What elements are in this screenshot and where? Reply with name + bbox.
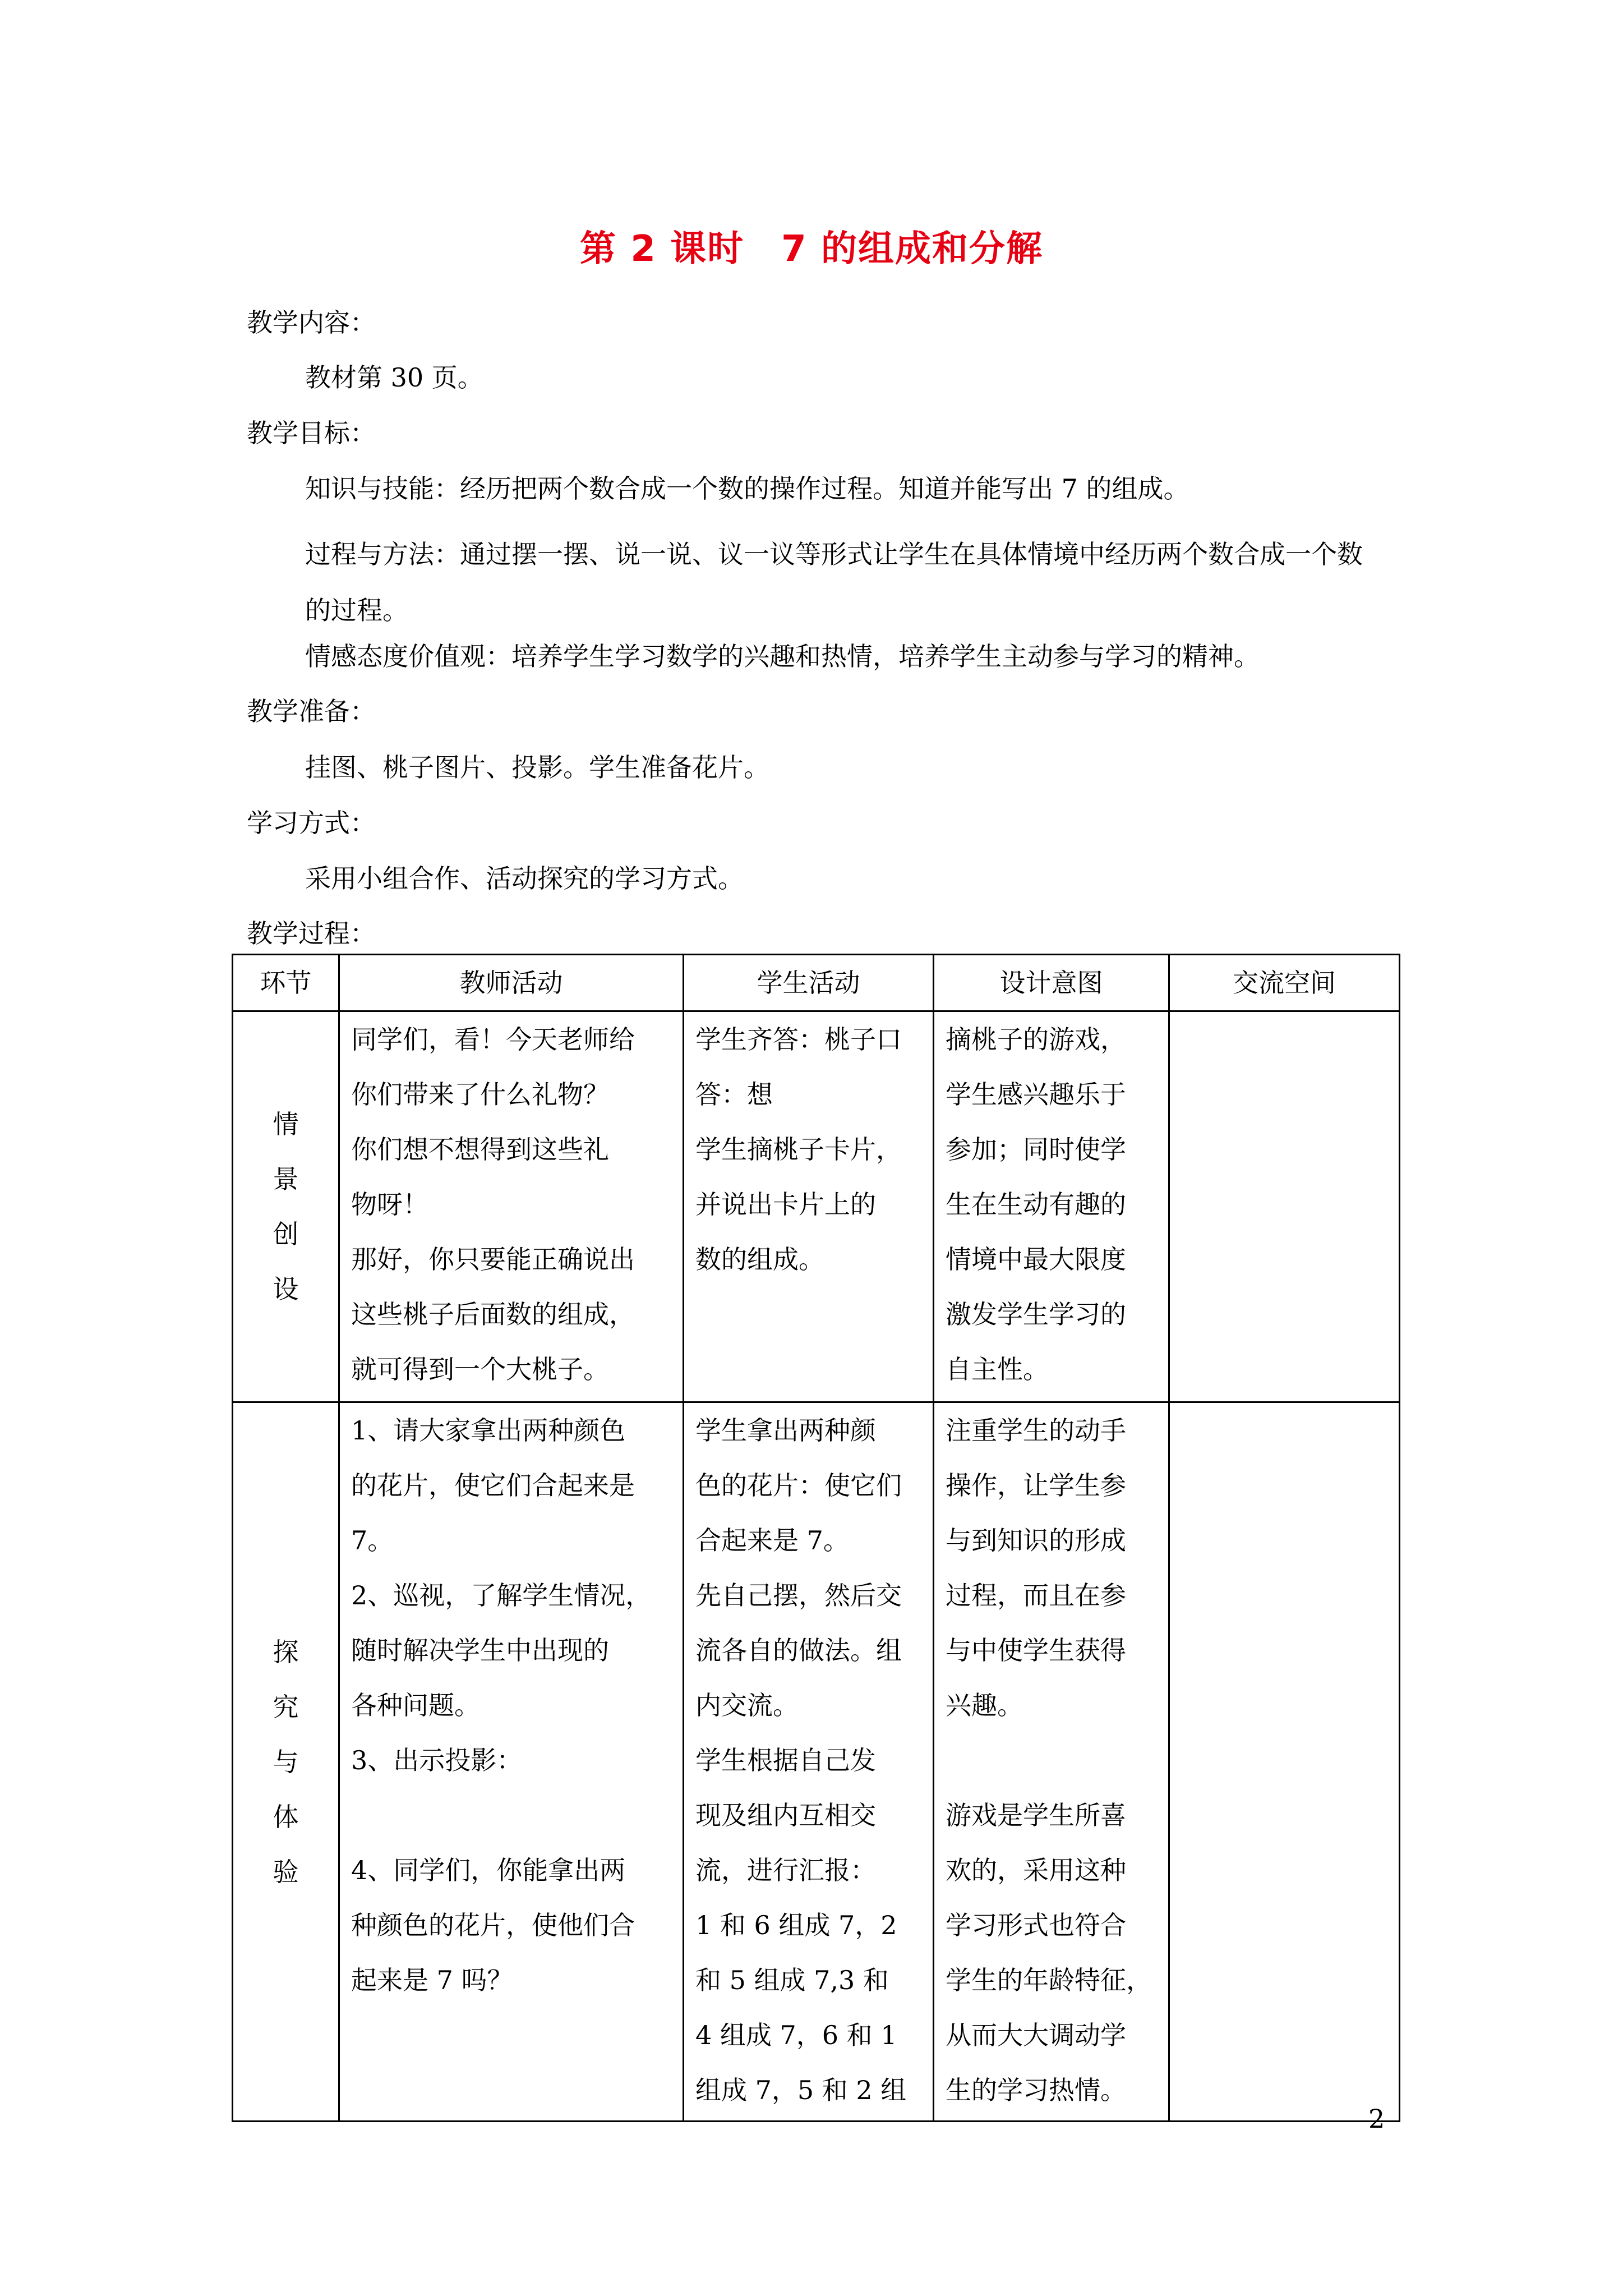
teacher-line: 同学们，看！今天老师给 bbox=[351, 1024, 635, 1055]
exchange-space-cell bbox=[1169, 1402, 1400, 2122]
content-text: 教材第 30 页。 bbox=[305, 362, 483, 393]
teacher-line: 随时解决学生中出现的 bbox=[351, 1635, 609, 1665]
teacher-line: 各种问题。 bbox=[351, 1690, 480, 1720]
stage-char: 验 bbox=[273, 1856, 299, 1887]
teacher-activity-cell bbox=[339, 1402, 684, 2122]
student-line: 流各自的做法。组 bbox=[695, 1635, 902, 1665]
teacher-line: 起来是 7 吗？ bbox=[351, 1965, 513, 1995]
exchange-space-cell bbox=[1169, 1011, 1400, 1402]
stage-char: 创 bbox=[273, 1219, 299, 1249]
student-line: 内交流。 bbox=[695, 1690, 799, 1720]
header-student-activity: 学生活动 bbox=[684, 955, 934, 1011]
teacher-line: 你们带来了什么礼物？ bbox=[351, 1079, 609, 1110]
teacher-activity-cell bbox=[339, 1011, 684, 1402]
intent-line: 从而大大调动学 bbox=[946, 2020, 1126, 2050]
method-heading: 学习方式： bbox=[247, 808, 376, 838]
teacher-line: 种颜色的花片，使他们合 bbox=[351, 1910, 635, 1940]
teacher-line bbox=[351, 1788, 671, 1843]
header-design-intent: 设计意图 bbox=[934, 955, 1169, 1011]
teacher-line: 7。 bbox=[351, 1525, 394, 1556]
teacher-line: 那好，你只要能正确说出 bbox=[351, 1244, 635, 1274]
student-line: 学生根据自己发 bbox=[695, 1745, 876, 1775]
teacher-line: 的花片，使它们合起来是 bbox=[351, 1470, 635, 1501]
intent-line: 参加；同时使学 bbox=[946, 1134, 1126, 1165]
student-line: 先自己摆，然后交 bbox=[695, 1580, 902, 1611]
intent-line: 学生的年龄特征， bbox=[946, 1965, 1152, 1995]
teacher-line: 这些桃子后面数的组成， bbox=[351, 1299, 635, 1329]
stage-char: 探 bbox=[273, 1636, 299, 1667]
intent-line: 兴趣。 bbox=[946, 1690, 1023, 1720]
table-row bbox=[233, 1011, 1400, 1402]
header-exchange-space: 交流空间 bbox=[1169, 955, 1400, 1011]
header-stage: 环节 bbox=[233, 955, 339, 1011]
intent-line: 自主性。 bbox=[946, 1354, 1049, 1384]
student-line: 学生摘桃子卡片， bbox=[695, 1134, 902, 1165]
student-line: 现及组内互相交 bbox=[695, 1800, 876, 1830]
content-heading: 教学内容： bbox=[247, 307, 376, 338]
student-activity-cell bbox=[684, 1011, 934, 1402]
intent-line: 学习形式也符合 bbox=[946, 1910, 1126, 1940]
stage-char: 究 bbox=[273, 1691, 299, 1722]
student-line: 1 和 6 组成 7，2 bbox=[695, 1910, 897, 1940]
student-activity-cell bbox=[684, 1402, 934, 2122]
intent-line: 操作，让学生参 bbox=[946, 1470, 1126, 1501]
intent-line bbox=[946, 1733, 1157, 1788]
teacher-line: 2、巡视，了解学生情况， bbox=[351, 1580, 652, 1611]
intent-line: 生在生动有趣的 bbox=[946, 1189, 1126, 1220]
student-line: 答：想 bbox=[695, 1079, 773, 1110]
prep-heading: 教学准备： bbox=[247, 696, 376, 726]
stage-char: 体 bbox=[273, 1801, 299, 1832]
student-line: 数的组成。 bbox=[695, 1244, 824, 1274]
stage-cell bbox=[233, 1402, 339, 2122]
student-line: 学生拿出两种颜 bbox=[695, 1415, 876, 1446]
student-line: 合起来是 7。 bbox=[695, 1525, 849, 1556]
table-header-row bbox=[233, 955, 1400, 1011]
teacher-line: 3、出示投影： bbox=[351, 1745, 523, 1775]
stage-char: 景 bbox=[273, 1164, 299, 1194]
stage-char: 设 bbox=[273, 1274, 299, 1304]
intent-line: 注重学生的动手 bbox=[946, 1415, 1126, 1446]
teacher-line: 1、请大家拿出两种颜色 bbox=[351, 1415, 626, 1446]
student-line: 和 5 组成 7,3 和 bbox=[695, 1965, 889, 1995]
intent-line: 情境中最大限度 bbox=[946, 1244, 1126, 1274]
design-intent-cell bbox=[934, 1402, 1169, 2122]
teacher-line: 就可得到一个大桃子。 bbox=[351, 1354, 609, 1384]
stage-char: 与 bbox=[273, 1746, 299, 1777]
goals-heading: 教学目标： bbox=[247, 418, 376, 448]
student-line: 并说出卡片上的 bbox=[695, 1189, 876, 1220]
table-row bbox=[233, 1402, 1400, 2122]
design-intent-cell bbox=[934, 1011, 1169, 1402]
student-line: 色的花片：使它们 bbox=[695, 1470, 902, 1501]
teacher-line: 物呀！ bbox=[351, 1189, 428, 1220]
intent-line: 激发学生学习的 bbox=[946, 1299, 1126, 1329]
stage-char: 情 bbox=[273, 1109, 299, 1139]
header-teacher-activity: 教师活动 bbox=[339, 955, 684, 1011]
goal-process-text: 过程与方法：通过摆一摆、说一说、议一议等形式让学生在具体情境中经历两个数合成一个数的过程。 bbox=[305, 539, 1363, 625]
student-line: 流，进行汇报： bbox=[695, 1855, 876, 1885]
process-heading: 教学过程： bbox=[247, 918, 376, 949]
intent-line: 摘桃子的游戏， bbox=[946, 1024, 1126, 1055]
teacher-line: 你们想不想得到这些礼 bbox=[351, 1134, 609, 1165]
teaching-process-table bbox=[232, 954, 1400, 2122]
teacher-line: 4、同学们，你能拿出两 bbox=[351, 1855, 626, 1885]
prep-text: 挂图、桃子图片、投影。学生准备花片。 bbox=[305, 752, 769, 783]
intent-line: 与中使学生获得 bbox=[946, 1635, 1126, 1665]
method-text: 采用小组合作、活动探究的学习方式。 bbox=[305, 863, 744, 894]
intent-line: 游戏是学生所喜 bbox=[946, 1800, 1126, 1830]
student-line: 4 组成 7，6 和 1 bbox=[695, 2020, 897, 2050]
goal-emotion: 情感态度价值观：培养学生学习数学的兴趣和热情，培养学生主动参与学习的精神。 bbox=[305, 641, 1260, 671]
stage-cell bbox=[233, 1011, 339, 1402]
goal-process bbox=[247, 526, 1385, 638]
intent-line: 学生感兴趣乐于 bbox=[946, 1079, 1126, 1110]
intent-line: 与到知识的形成 bbox=[946, 1525, 1126, 1556]
intent-line: 欢的，采用这种 bbox=[946, 1855, 1126, 1885]
intent-line: 过程，而且在参 bbox=[946, 1580, 1126, 1611]
intent-line: 生的学习热情。 bbox=[946, 2075, 1126, 2105]
goal-knowledge: 知识与技能：经历把两个数合成一个数的操作过程。知道并能写出 7 的组成。 bbox=[305, 473, 1189, 504]
page-number: 2 bbox=[1368, 2104, 1385, 2134]
student-line: 学生齐答：桃子口 bbox=[695, 1024, 902, 1055]
student-line: 组成 7，5 和 2 组 bbox=[695, 2075, 907, 2105]
lesson-title: 第 2 课时 7 的组成和分解 bbox=[580, 228, 1043, 270]
